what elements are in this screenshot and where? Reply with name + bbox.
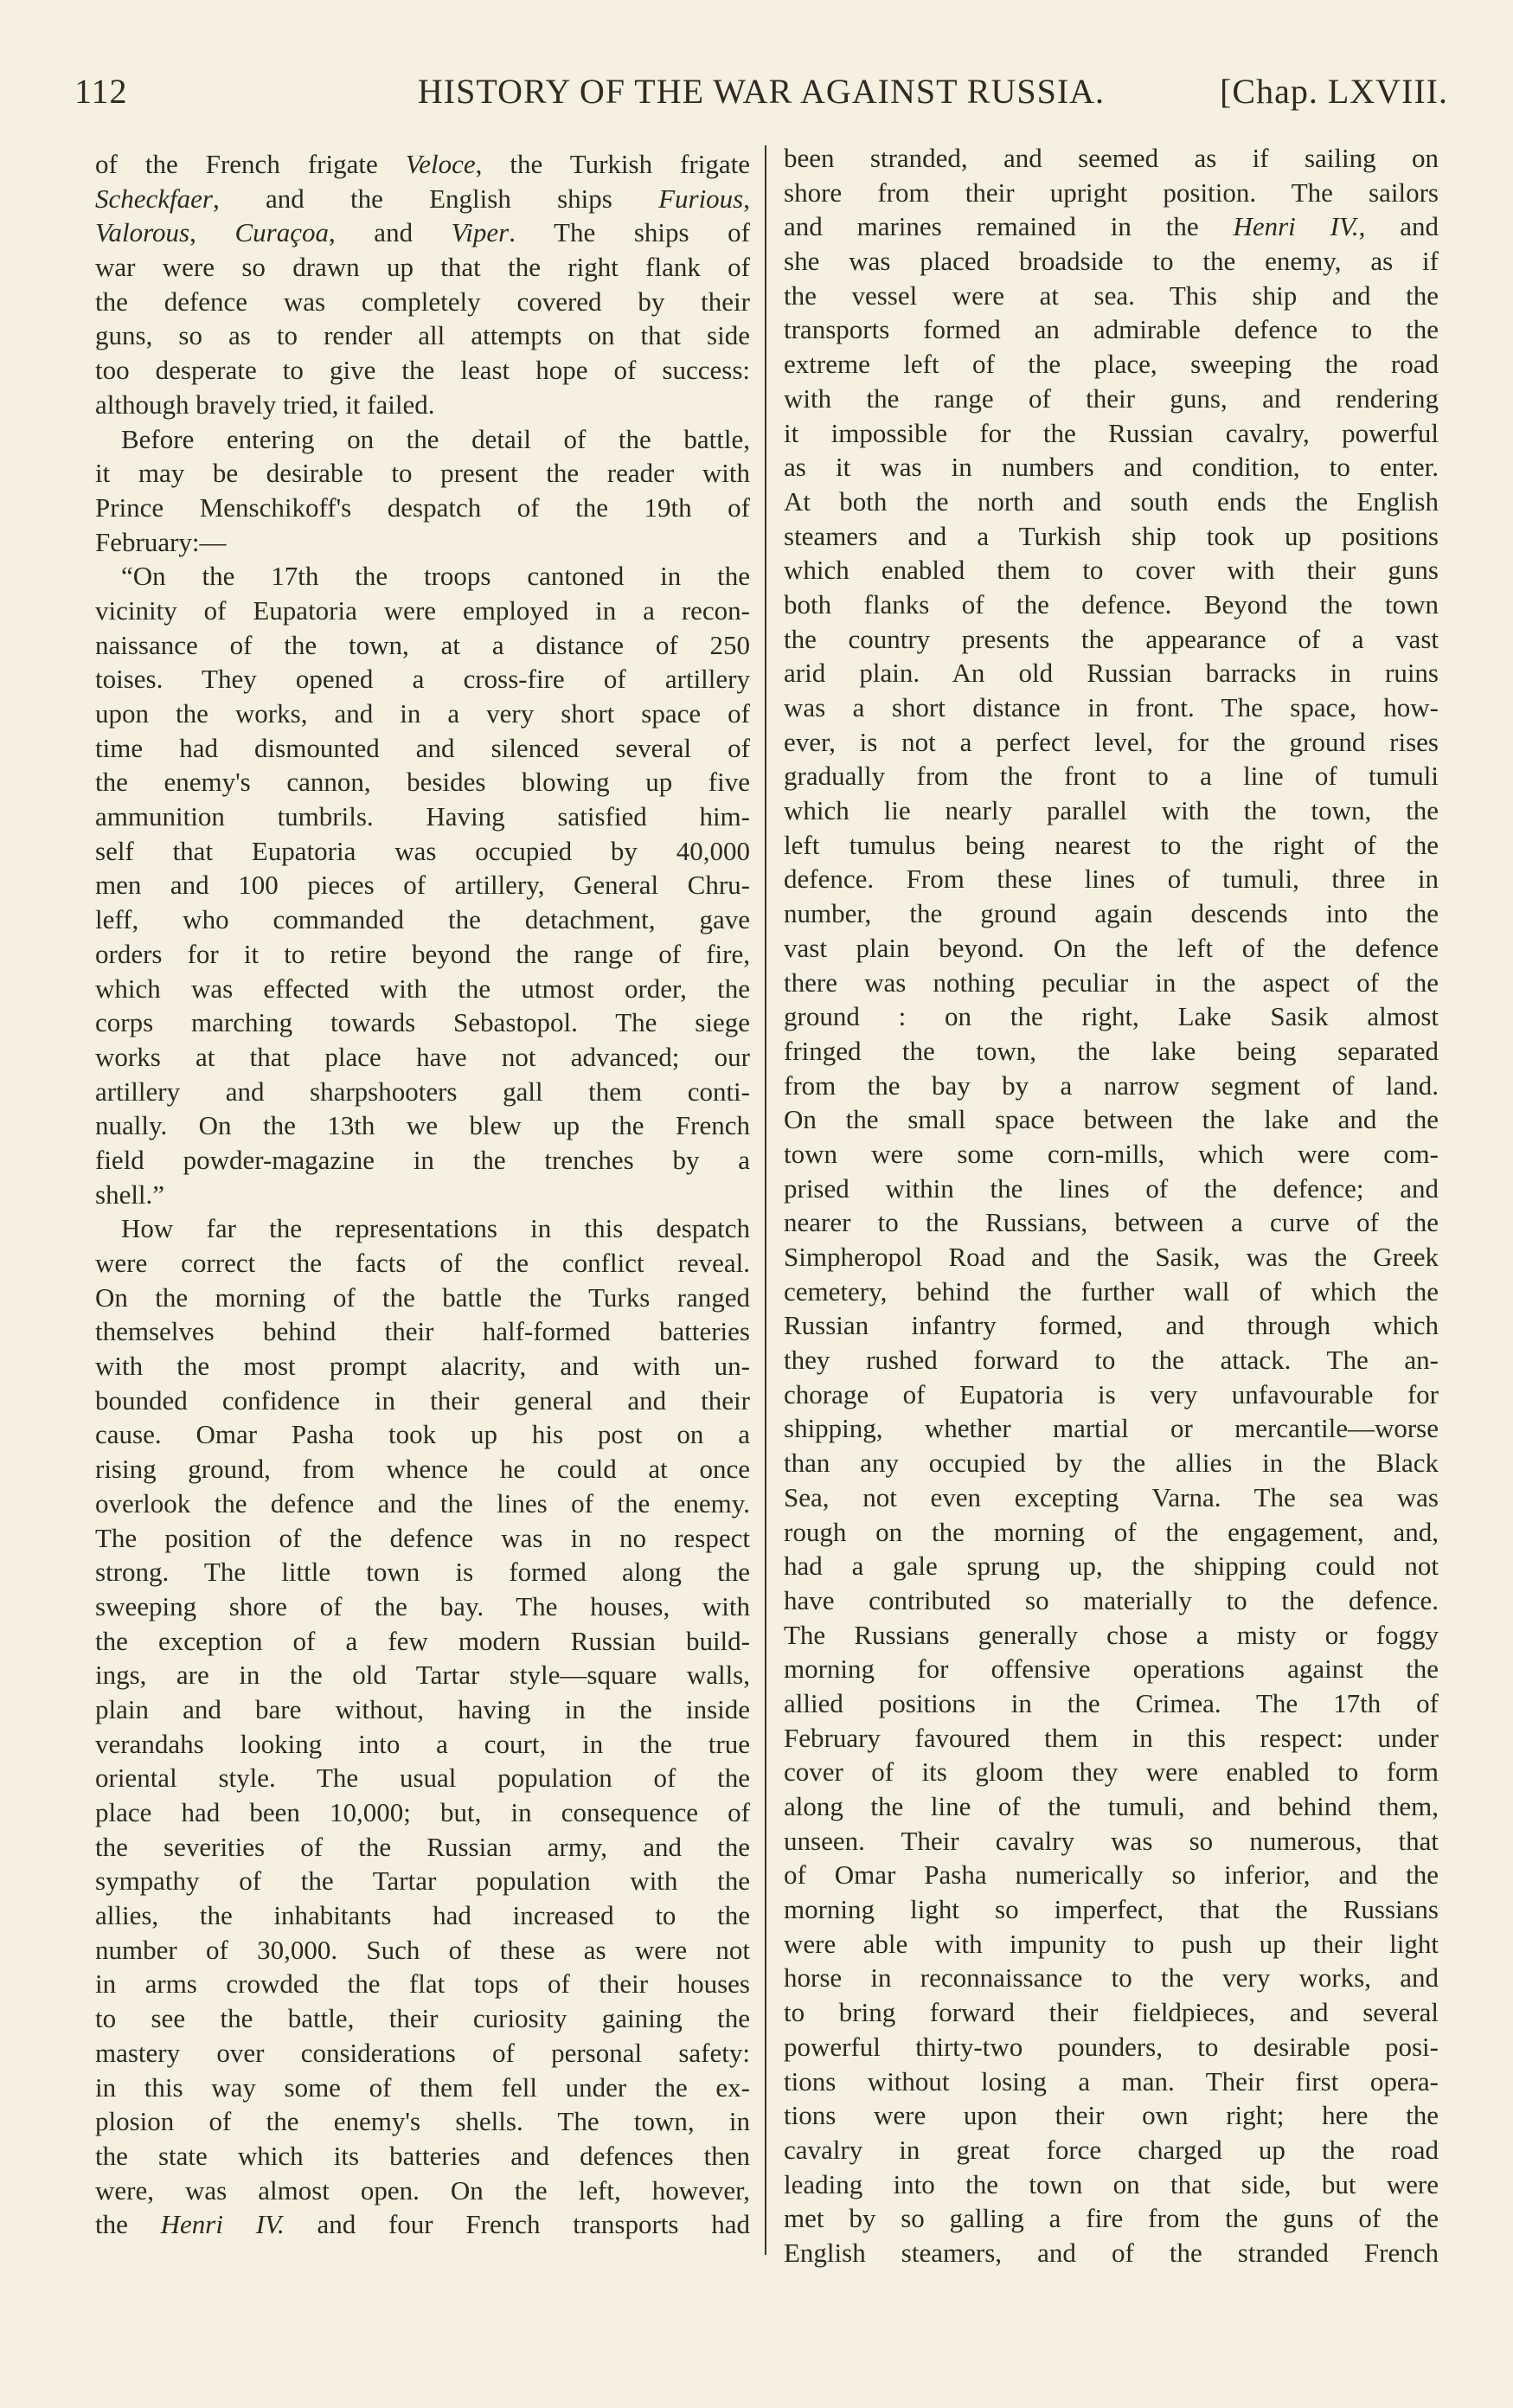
text-segment: the <box>95 2209 161 2240</box>
text-segment: morning light so imperfect, that the Russians <box>784 1894 1439 1925</box>
text-line <box>784 1789 1439 1824</box>
right-column <box>784 141 1439 2270</box>
text-line <box>784 1618 1439 1653</box>
text-segment: morning for offensive operations against the <box>784 1653 1439 1685</box>
text-segment: . The ships of <box>509 217 751 248</box>
text-line <box>95 1211 750 1246</box>
text-line <box>95 2001 750 2036</box>
text-segment: Prince Menschikoff's despatch of the 19th of <box>95 491 750 523</box>
text-line <box>95 1761 750 1795</box>
text-segment: , and <box>1358 211 1439 242</box>
text-line <box>784 2064 1439 2099</box>
text-segment: of the French frigate <box>95 149 406 179</box>
text-line <box>784 1995 1439 2030</box>
text-line <box>784 1411 1439 1446</box>
text-line <box>784 862 1439 896</box>
text-segment: , the Turkish frigate <box>475 149 750 179</box>
text-segment: toises. They opened a cross-fire of artillery <box>95 664 750 695</box>
text-segment: the vessel were at sea. This ship and the <box>784 279 1439 311</box>
text-segment: Simpheropol Road and the Sasik, was the Greek <box>784 1242 1439 1272</box>
text-segment: Before entering on the detail of the battle, <box>121 423 750 454</box>
text-segment: horse in reconnaissance to the very works, and <box>784 1962 1439 1994</box>
text-segment: plosion of the enemy's shells. The town, in <box>95 2106 750 2137</box>
text-segment: allies, the inhabitants had increased to the <box>95 1900 750 1931</box>
text-segment: the state which its batteries and defences then <box>95 2140 750 2171</box>
text-segment: shipping, whether martial or mercantile—worse <box>784 1413 1439 1444</box>
text-segment: had a gale sprung up, the shipping could not <box>784 1551 1439 1582</box>
text-segment: in this way some of them fell under the ex- <box>95 2071 750 2103</box>
text-line <box>784 1927 1439 1962</box>
text-line <box>784 176 1439 210</box>
text-segment: have contributed so materially to the defence. <box>784 1584 1439 1615</box>
text-line <box>784 312 1439 347</box>
text-line <box>784 2201 1439 2236</box>
text-line <box>95 1933 750 1968</box>
text-segment: themselves behind their half-formed batteries <box>95 1316 750 1347</box>
text-line <box>95 182 750 216</box>
text-line <box>95 1795 750 1830</box>
text-segment: the country presents the appearance of a vast <box>784 623 1439 654</box>
text-segment: place had been 10,000; but, in consequence of <box>95 1797 750 1827</box>
text-line <box>95 1589 750 1624</box>
text-line <box>784 1343 1439 1377</box>
text-line <box>95 1349 750 1384</box>
text-line <box>784 1480 1439 1515</box>
text-line <box>784 1034 1439 1069</box>
text-line <box>784 485 1439 519</box>
italic-ship-name: Henri IV. <box>1233 211 1359 242</box>
text-line <box>784 690 1439 725</box>
text-line <box>95 1075 750 1109</box>
text-line <box>95 868 750 902</box>
text-line <box>784 1069 1439 1103</box>
text-segment: there was nothing peculiar in the aspect of the <box>784 966 1439 998</box>
text-segment: left tumulus being nearest to the right of the <box>784 829 1439 860</box>
text-segment: which was effected with the utmost order, the <box>95 973 750 1004</box>
text-line <box>784 622 1439 657</box>
text-segment: bounded confidence in their general and their <box>95 1384 750 1416</box>
text-segment: At both the north and south ends the English <box>784 485 1439 517</box>
text-segment: number, the ground again descends into the <box>784 898 1439 929</box>
text-line <box>95 1281 750 1315</box>
text-line <box>95 2036 750 2071</box>
text-line <box>784 279 1439 313</box>
text-line <box>784 209 1439 244</box>
text-segment: English steamers, and of the stranded French <box>784 2237 1439 2268</box>
text-line <box>95 1108 750 1143</box>
text-segment: leff, who commanded the detachment, gave <box>95 904 750 935</box>
page-number: 112 <box>74 72 128 111</box>
text-line <box>95 491 750 525</box>
text-segment: cavalry in great force charged up the road <box>784 2134 1439 2165</box>
text-line <box>784 896 1439 931</box>
text-segment: it may be desirable to present the reader with <box>95 458 750 489</box>
text-line <box>95 2104 750 2139</box>
italic-ship-name: Veloce <box>405 149 476 179</box>
text-line <box>784 1205 1439 1240</box>
text-line <box>784 553 1439 588</box>
text-segment: they rushed forward to the attack. The an- <box>784 1345 1439 1376</box>
text-segment: time had dismounted and silenced several of <box>95 732 750 763</box>
text-line <box>784 1686 1439 1721</box>
text-line <box>95 628 750 663</box>
text-line <box>784 1721 1439 1756</box>
text-segment: which enabled them to cover with their guns <box>784 555 1439 586</box>
italic-ship-name: Curaçoa <box>234 217 329 248</box>
text-segment: February favoured them in this respect: under <box>784 1722 1439 1753</box>
text-segment: the exception of a few modern Russian build- <box>95 1625 750 1656</box>
text-line <box>784 1961 1439 1995</box>
text-line <box>95 1178 750 1212</box>
text-line <box>95 731 750 766</box>
text-segment: field powder-magazine in the trenches by a <box>95 1144 750 1175</box>
text-segment: prised within the lines of the defence; and <box>784 1172 1439 1204</box>
text-line <box>784 382 1439 416</box>
text-segment: , <box>743 183 750 214</box>
text-segment: strong. The little town is formed along the <box>95 1557 750 1588</box>
text-segment: Russian infantry formed, and through which <box>784 1310 1439 1341</box>
text-segment: “On the 17th the troops cantoned in the <box>121 561 750 592</box>
text-segment: nearer to the Russians, between a curve of the <box>784 1207 1439 1238</box>
text-line <box>784 1824 1439 1859</box>
text-segment: nually. On the 13th we blew up the French <box>95 1110 750 1141</box>
text-segment: the severities of the Russian army, and the <box>95 1831 750 1862</box>
text-line <box>784 2030 1439 2064</box>
text-segment: , and the English ships <box>212 183 659 214</box>
text-line <box>95 1830 750 1865</box>
text-line <box>95 2207 750 2242</box>
text-segment: in arms crowded the flat tops of their houses <box>95 1968 750 2000</box>
text-segment: sympathy of the Tartar population with the <box>95 1865 750 1897</box>
text-line <box>95 215 750 250</box>
running-header <box>74 71 1448 119</box>
text-line <box>784 1755 1439 1789</box>
italic-ship-name: Henri IV. <box>160 2209 285 2240</box>
text-line <box>95 2174 750 2208</box>
text-segment: orders for it to retire beyond the range of fire, <box>95 938 750 969</box>
text-line <box>784 1377 1439 1412</box>
running-title: HISTORY OF THE WAR AGAINST RUSSIA. <box>417 72 1106 111</box>
text-line <box>784 759 1439 793</box>
text-line <box>784 1102 1439 1137</box>
text-segment: with the range of their guns, and rendering <box>784 382 1439 414</box>
text-segment: and four French transports had <box>284 2209 750 2240</box>
text-segment: February:— <box>95 526 227 557</box>
text-segment: number of 30,000. Such of these as were not <box>95 1934 750 1965</box>
text-line <box>784 2167 1439 2202</box>
text-segment: How far the representations in this despatch <box>121 1213 750 1244</box>
text-line <box>784 931 1439 966</box>
text-line <box>95 1487 750 1521</box>
text-line <box>784 1583 1439 1618</box>
text-line <box>95 559 750 594</box>
text-segment: sweeping shore of the bay. The houses, with <box>95 1590 750 1621</box>
text-segment: gradually from the front to a line of tumuli <box>784 761 1439 792</box>
text-segment: mastery over considerations of personal safety: <box>95 2037 750 2068</box>
text-segment: cover of its gloom they were enabled to form <box>784 1756 1439 1788</box>
text-segment: both flanks of the defence. Beyond the town <box>784 588 1439 620</box>
text-segment: steamers and a Turkish ship took up positions <box>784 520 1439 551</box>
text-segment: with the most prompt alacrity, and with un- <box>95 1351 750 1382</box>
text-line <box>95 1692 750 1727</box>
text-line <box>784 416 1439 451</box>
italic-ship-name: Valorous <box>95 217 190 248</box>
text-line <box>784 1275 1439 1309</box>
text-line <box>95 1246 750 1281</box>
text-line <box>95 1658 750 1692</box>
column-divider <box>765 145 766 2255</box>
text-segment: it impossible for the Russian cavalry, powerful <box>784 417 1439 448</box>
text-segment: the defence was completely covered by their <box>95 286 750 317</box>
text-line <box>784 347 1439 382</box>
text-line <box>95 937 750 972</box>
text-line <box>784 1892 1439 1927</box>
italic-ship-name: Scheckfaer <box>95 183 213 214</box>
text-segment: self that Eupatoria was occupied by 40,000 <box>95 835 750 866</box>
text-line <box>784 2236 1439 2270</box>
text-segment: men and 100 pieces of artillery, General Chru- <box>95 870 750 901</box>
text-line <box>95 2139 750 2174</box>
text-line <box>95 422 750 457</box>
text-line <box>784 656 1439 690</box>
text-line <box>784 1308 1439 1343</box>
text-line <box>95 1727 750 1762</box>
text-segment: upon the works, and in a very short space of <box>95 698 750 729</box>
text-segment: plain and bare without, having in the inside <box>95 1693 750 1724</box>
text-segment: corps marching towards Sebastopol. The siege <box>95 1007 750 1038</box>
text-line <box>784 519 1439 554</box>
italic-ship-name: Viper <box>451 217 510 248</box>
text-segment: , <box>189 217 235 248</box>
text-segment: met by so galling a fire from the guns of the <box>784 2203 1439 2234</box>
text-line <box>95 799 750 834</box>
text-line <box>95 1314 750 1349</box>
text-segment: cemetery, behind the further wall of which the <box>784 1275 1439 1307</box>
text-segment: On the morning of the battle the Turks ranged <box>95 1281 750 1313</box>
text-segment: although bravely tried, it failed. <box>95 388 435 420</box>
text-line <box>95 285 750 319</box>
text-segment: was a short distance in front. The space, how- <box>784 692 1439 722</box>
text-line <box>784 1137 1439 1172</box>
text-line <box>95 834 750 869</box>
text-line <box>784 1515 1439 1550</box>
text-segment: tions without losing a man. Their first opera- <box>784 2065 1439 2097</box>
text-segment: were correct the facts of the conflict reveal. <box>95 1248 750 1278</box>
text-segment: too desperate to give the least hope of success: <box>95 355 750 386</box>
text-segment: defence. From these lines of tumuli, three in <box>784 864 1439 895</box>
text-segment: allied positions in the Crimea. The 17th of <box>784 1687 1439 1718</box>
text-segment: than any occupied by the allies in the Black <box>784 1448 1439 1479</box>
text-line <box>95 1521 750 1556</box>
text-segment: she was placed broadside to the enemy, as if <box>784 246 1439 277</box>
text-line <box>95 1040 750 1075</box>
text-segment: works at that place have not advanced; our <box>95 1041 750 1072</box>
text-line <box>784 966 1439 1000</box>
text-segment: On the small space between the lake and the <box>784 1104 1439 1135</box>
text-line <box>95 318 750 353</box>
chapter-label: [Chap. LXVIII. <box>1220 72 1448 111</box>
text-line <box>95 902 750 937</box>
text-segment: from the bay by a narrow segment of land. <box>784 1069 1439 1101</box>
text-segment: extreme left of the place, sweeping the road <box>784 349 1439 380</box>
text-line <box>95 525 750 560</box>
text-segment: Sea, not even excepting Varna. The sea was <box>784 1481 1439 1512</box>
text-segment: ings, are in the old Tartar style—square walls, <box>95 1660 750 1691</box>
italic-ship-name: Furious <box>658 183 744 214</box>
text-segment: chorage of Eupatoria is very unfavourable for <box>784 1378 1439 1409</box>
text-line <box>784 1549 1439 1583</box>
text-segment: the enemy's cannon, besides blowing up five <box>95 767 750 798</box>
text-line <box>95 1555 750 1589</box>
text-segment: were able with impunity to push up their light <box>784 1928 1439 1959</box>
text-segment: of Omar Pasha numerically so inferior, and the <box>784 1859 1439 1891</box>
text-segment: vicinity of Eupatoria were employed in a recon- <box>95 594 750 626</box>
text-line <box>95 1417 750 1452</box>
text-segment: war were so drawn up that the right flank of <box>95 252 750 283</box>
text-segment: rising ground, from whence he could at once <box>95 1454 750 1485</box>
text-line <box>95 1452 750 1487</box>
text-segment: unseen. Their cavalry was so numerous, that <box>784 1825 1439 1856</box>
text-segment: to bring forward their fieldpieces, and several <box>784 1997 1439 2028</box>
text-segment: shell.” <box>95 1178 165 1210</box>
text-line <box>95 1864 750 1898</box>
text-segment: ammunition tumbrils. Having satisfied him- <box>95 801 750 832</box>
text-line <box>784 244 1439 279</box>
text-line <box>784 2098 1439 2133</box>
text-segment: were, was almost open. On the left, however, <box>95 2174 750 2206</box>
text-segment: transports formed an admirable defence to the <box>784 314 1439 345</box>
text-segment: along the line of the tumuli, and behind them, <box>784 1791 1439 1821</box>
text-segment: as it was in numbers and condition, to enter. <box>784 452 1439 483</box>
text-line <box>95 765 750 799</box>
text-segment: verandahs looking into a court, in the true <box>95 1728 750 1759</box>
text-line <box>95 388 750 422</box>
text-line <box>95 1005 750 1040</box>
text-line <box>95 2071 750 2105</box>
text-line <box>95 147 750 182</box>
text-segment: ever, is not a perfect level, for the ground rises <box>784 726 1439 757</box>
text-segment: arid plain. An old Russian barracks in ruins <box>784 658 1439 689</box>
text-segment: leading into the town on that side, but were <box>784 2168 1439 2199</box>
text-segment: overlook the defence and the lines of the enemy. <box>95 1487 750 1519</box>
text-line <box>784 588 1439 622</box>
text-line <box>784 999 1439 1034</box>
text-line <box>95 456 750 491</box>
text-segment: , and <box>328 217 452 248</box>
text-line <box>784 450 1439 485</box>
text-segment: The Russians generally chose a misty or foggy <box>784 1619 1439 1650</box>
text-line <box>784 1172 1439 1206</box>
text-segment: ground : on the right, Lake Sasik almost <box>784 1001 1439 1032</box>
text-line <box>784 1858 1439 1892</box>
text-line <box>95 353 750 388</box>
text-line <box>784 793 1439 828</box>
text-line <box>784 828 1439 863</box>
text-segment: and marines remained in the <box>784 211 1234 242</box>
text-segment: fringed the town, the lake being separated <box>784 1035 1439 1066</box>
text-segment: town were some corn-mills, which were com- <box>784 1138 1439 1169</box>
text-line <box>95 697 750 731</box>
text-line <box>95 1898 750 1933</box>
text-segment: powerful thirty-two pounders, to desirable posi- <box>784 2031 1439 2062</box>
text-line <box>784 725 1439 760</box>
text-segment: shore from their upright position. The sailors <box>784 177 1439 208</box>
text-segment: to see the battle, their curiosity gaining the <box>95 2003 750 2034</box>
text-line <box>95 594 750 628</box>
text-line <box>784 2133 1439 2167</box>
text-segment: The position of the defence was in no respect <box>95 1522 750 1553</box>
text-line <box>784 1446 1439 1480</box>
text-line <box>784 141 1439 176</box>
text-segment: rough on the morning of the engagement, and, <box>784 1516 1439 1547</box>
text-segment: vast plain beyond. On the left of the defence <box>784 932 1439 963</box>
text-line <box>95 972 750 1006</box>
text-line <box>95 662 750 697</box>
text-segment: which lie nearly parallel with the town, the <box>784 795 1439 826</box>
text-line <box>784 1240 1439 1275</box>
text-line <box>784 1652 1439 1686</box>
text-line <box>95 1967 750 2001</box>
text-line <box>95 1143 750 1178</box>
text-segment: been stranded, and seemed as if sailing on <box>784 143 1439 173</box>
text-segment: artillery and sharpshooters gall them conti- <box>95 1076 750 1107</box>
text-line <box>95 1384 750 1418</box>
text-segment: tions were upon their own right; here the <box>784 2100 1439 2131</box>
text-segment: naissance of the town, at a distance of 250 <box>95 629 750 660</box>
text-segment: cause. Omar Pasha took up his post on a <box>95 1419 750 1450</box>
left-column <box>95 147 750 2242</box>
text-segment: oriental style. The usual population of the <box>95 1763 750 1794</box>
text-segment: guns, so as to render all attempts on that side <box>95 320 750 351</box>
text-line <box>95 250 750 285</box>
text-line <box>95 1624 750 1659</box>
